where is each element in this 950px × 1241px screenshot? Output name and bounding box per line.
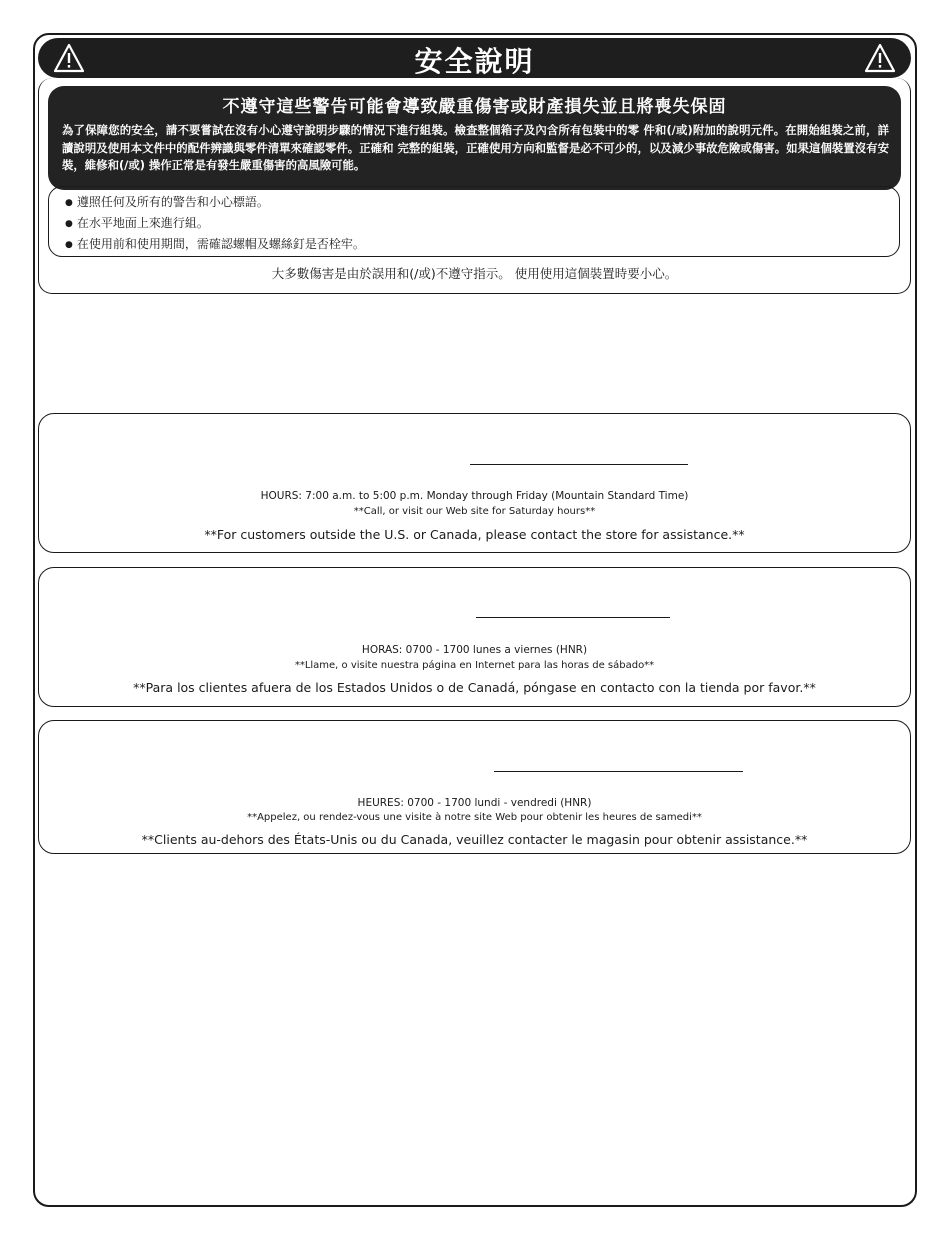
hours-text: HORAS: 0700 - 1700 lunes a viernes (HNR)	[361, 644, 588, 656]
warning-body: 為了保障您的安全，請不要嘗試在沒有小心遵守說明步驟的情況下進行組裝。檢查整個箱子及內含所有包裝中的零 件和(/或)附加的說明元件。在開始組裝之前，詳讀說明及使用本文件中的配件辨識與零件清單來確認零件。正確和 完整的組裝，正確使用方向和監督是必不可少的，以及減少事故危險或傷害。如果這個裝置沒有安裝，維修和(/或) 操作正常是有發生嚴重傷害的高風險可能。	[62, 123, 889, 172]
hours-text: HOURS: 7:00 a.m. to 5:00 p.m. Monday through Friday (Mountain Standard Time)	[260, 490, 689, 502]
outside-text: **Para los clientes afuera de los Estados Unidos o de Canadá, póngase en contacto con la tienda por favor.**	[133, 680, 816, 695]
bullet-item: ● 遵照任何及所有的警告和小心標語。	[65, 193, 365, 214]
blank-line	[494, 771, 743, 772]
saturday-text: **Llame, o visite nuestra página en Internet para las horas de sábado**	[294, 660, 655, 671]
service-box-english	[38, 413, 911, 553]
hours-text: HEURES: 0700 - 1700 lundi - vendredi (HNR)	[357, 797, 592, 809]
warning-triangle-icon	[865, 43, 895, 73]
bullet-box	[48, 186, 900, 257]
blank-line	[476, 617, 670, 618]
saturday-text: **Appelez, ou rendez-vous une visite à notre site Web pour obtenir les heures de samedi**	[247, 812, 702, 823]
warning-panel	[48, 86, 901, 190]
warning-heading: 不遵守這些警告可能會導致嚴重傷害或財產損失並且將喪失保固	[222, 97, 727, 117]
blank-line	[470, 464, 688, 465]
bullet-list	[65, 193, 365, 256]
safety-footer: 大多數傷害是由於誤用和(/或)不遵守指示。 使用使用這個裝置時要小心。	[271, 266, 678, 281]
service-box-spanish	[38, 567, 911, 707]
title-bar	[38, 38, 911, 78]
service-box-french	[38, 720, 911, 854]
bullet-item: ● 在水平地面上來進行組。	[65, 214, 365, 235]
page-title: 安全說明	[414, 45, 535, 78]
saturday-text: **Call, or visit our Web site for Saturday hours**	[353, 506, 596, 517]
bullet-item: ● 在使用前和使用期間，需確認螺帽及螺絲釘是否栓牢。	[65, 235, 365, 256]
outside-text: **For customers outside the U.S. or Canada, please contact the store for assistance.**	[204, 527, 745, 542]
outside-text: **Clients au-dehors des États-Unis ou du Canada, veuillez contacter le magasin pour obtenir assistance.**	[141, 832, 808, 847]
